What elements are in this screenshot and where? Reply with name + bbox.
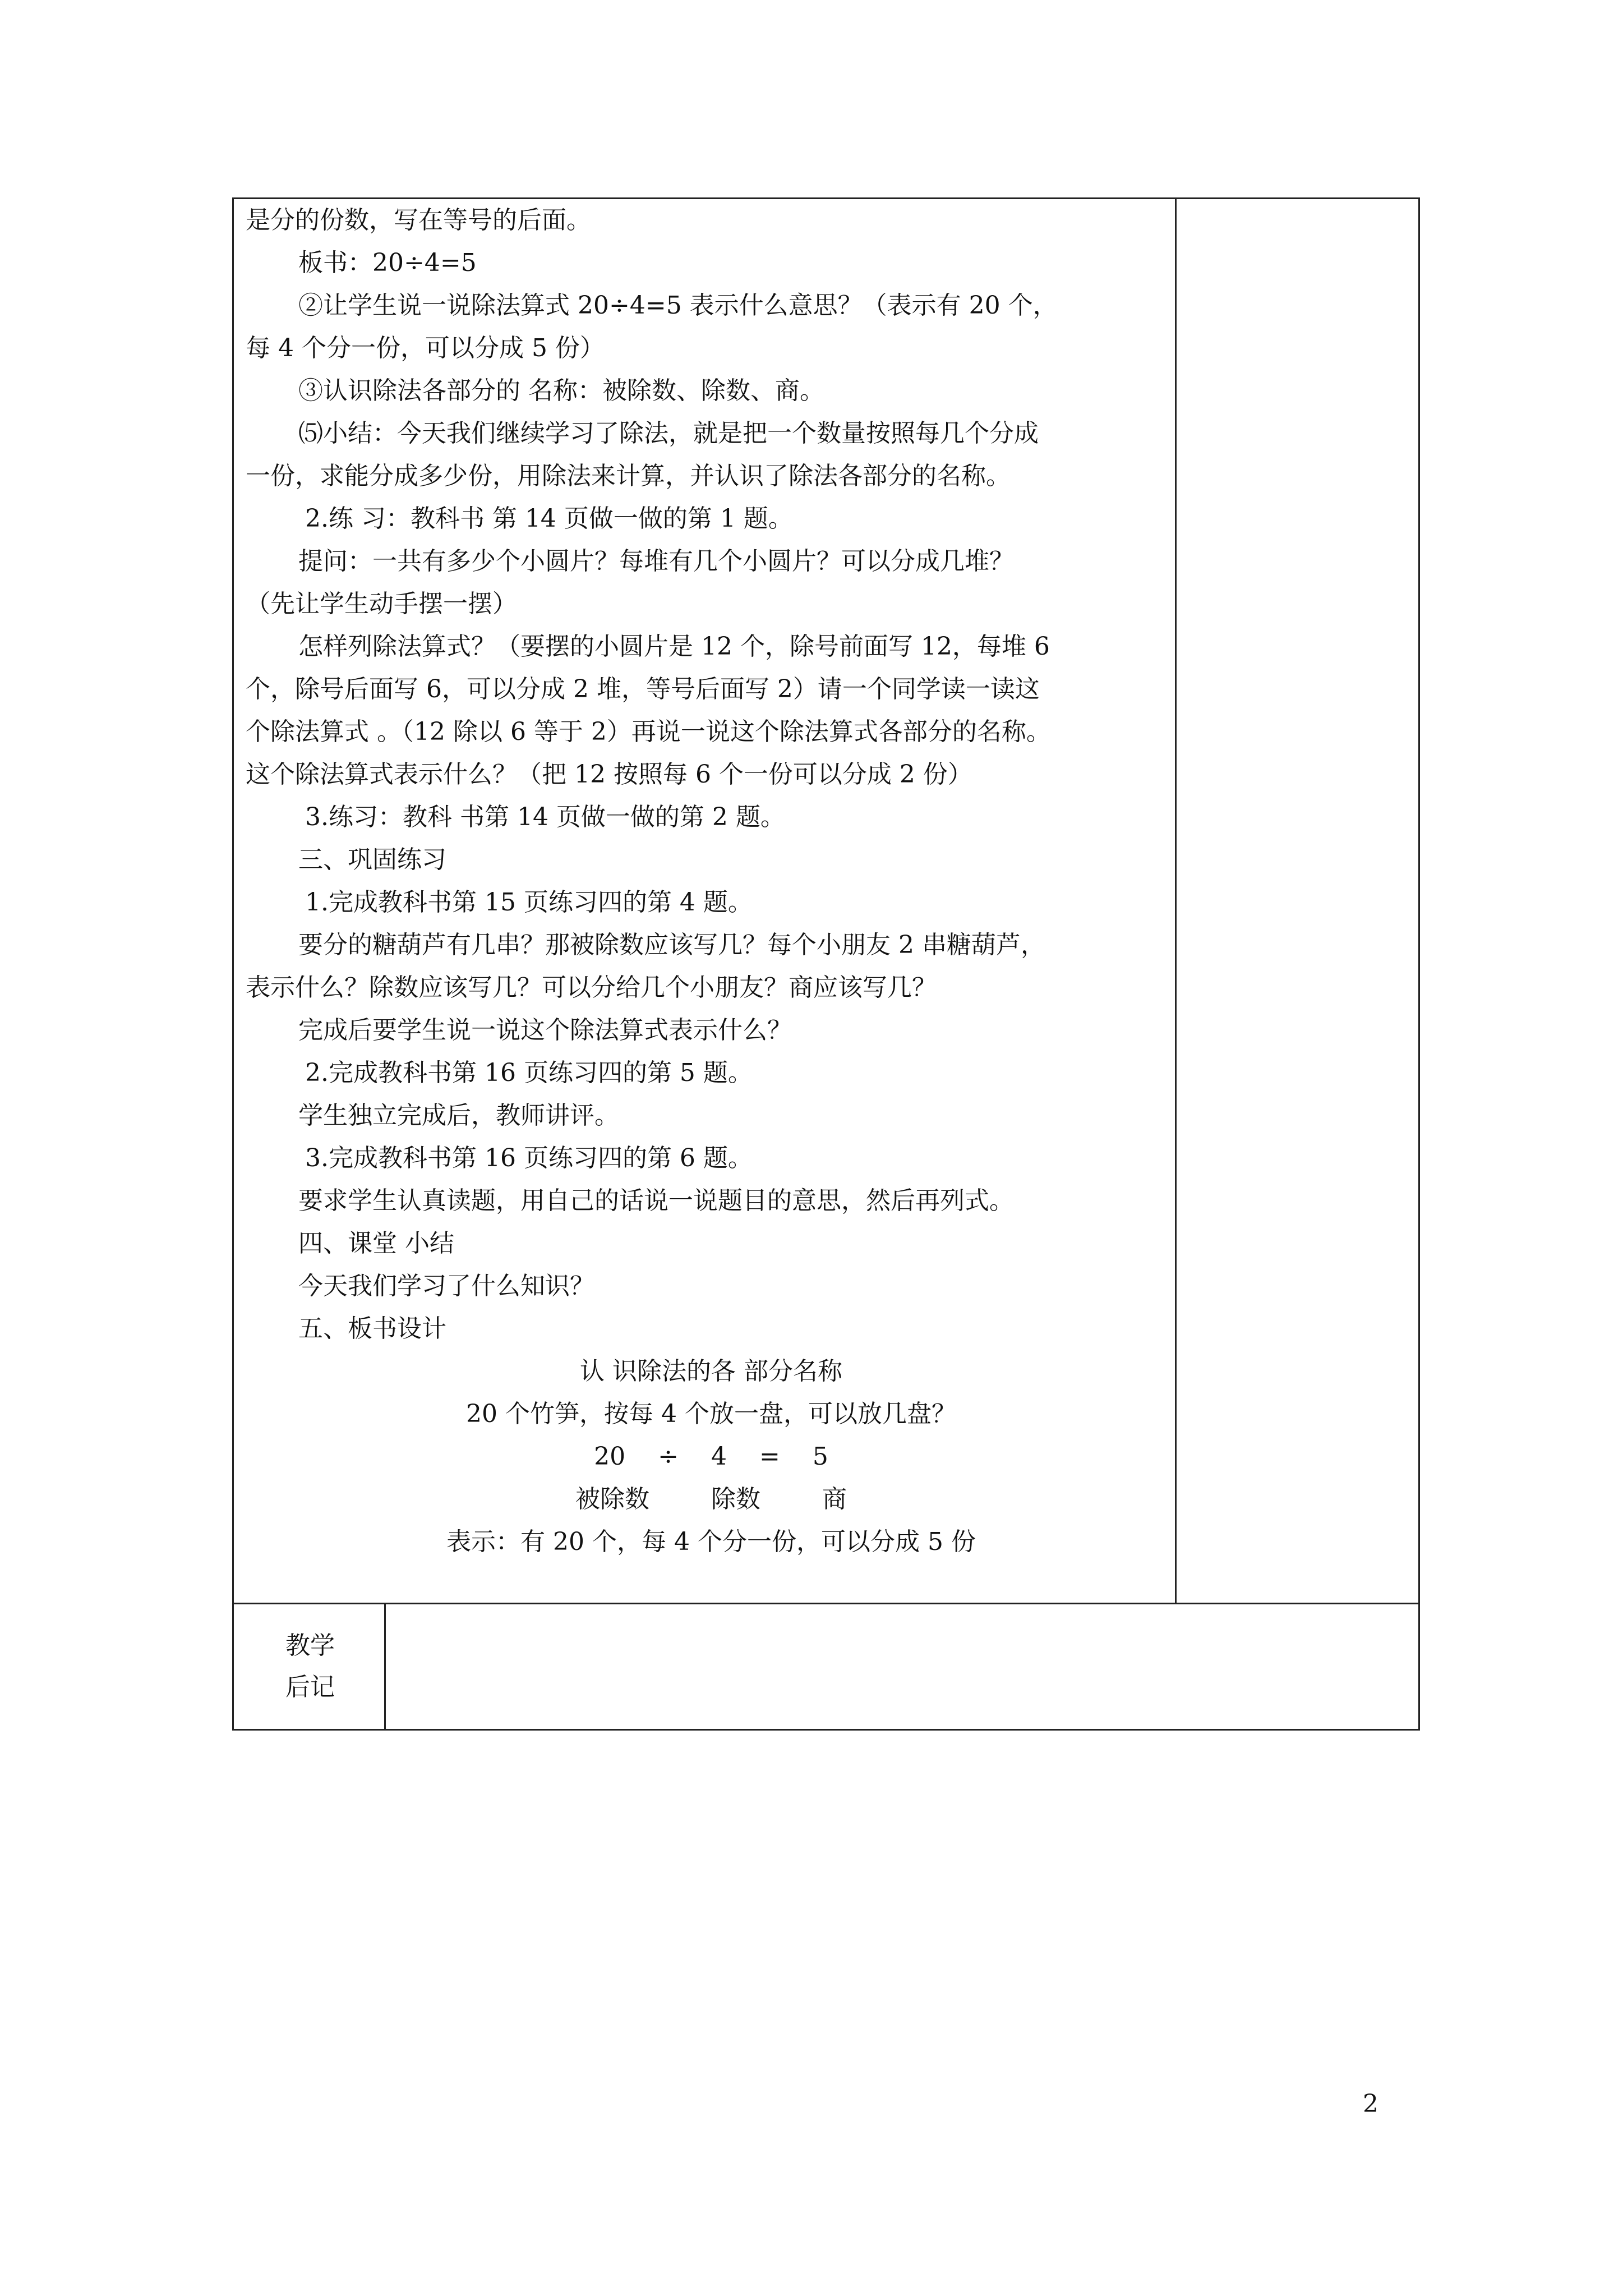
text-line: 学生独立完成后，教师讲评。 <box>298 1101 619 1130</box>
quotient: 5 <box>812 1442 828 1471</box>
board-problem: 20 个竹笋，按每 4 个放一盘，可以放几盘？ <box>466 1400 956 1428</box>
text-line: 个，除号后面写 6，可以分成 2 堆，等号后面写 2）请一个同学读一读这 <box>246 675 1040 703</box>
text-line: 1.完成教科书第 15 页练习四的第 4 题。 <box>305 888 753 917</box>
text-line: ③认识除法各部分的 名称：被除数、除数、商。 <box>298 376 824 405</box>
text-line: 完成后要学生说一说这个除法算式表示什么？ <box>298 1016 792 1045</box>
lesson-content <box>246 199 1177 1563</box>
divisor-name: 除数 <box>711 1485 760 1513</box>
text-line: 要求学生认真读题，用自己的话说一说题目的意思，然后再列式。 <box>298 1186 1014 1215</box>
text-line: 个除法算式 。（12 除以 6 等于 2）再说一说这个除法算式各部分的名称。 <box>246 717 1051 746</box>
text-line: ②让学生说一说除法算式 20÷4=5 表示什么意思？（表示有 20 个， <box>298 291 1058 320</box>
text-line: 是分的份数，写在等号的后面。 <box>246 206 591 234</box>
page-number: 2 <box>1363 2090 1378 2118</box>
section-heading: 四、课堂 小结 <box>298 1229 454 1258</box>
quotient-name: 商 <box>822 1485 847 1513</box>
division-sign: ÷ <box>658 1442 679 1471</box>
text-line: ⑸小结：今天我们继续学习了除法，就是把一个数量按照每几个分成 <box>298 419 1039 448</box>
teaching-notes-label <box>234 1625 386 1708</box>
dividend-name: 被除数 <box>575 1485 649 1513</box>
text-line: 表示什么？除数应该写几？可以分给几个小朋友？商应该写几？ <box>246 973 937 1002</box>
text-line: （先让学生动手摆一摆） <box>246 590 517 618</box>
board-meaning: 表示：有 20 个，每 4 个分一份，可以分成 5 份 <box>446 1527 976 1556</box>
text-line: 今天我们学习了什么知识？ <box>298 1272 594 1300</box>
dividend: 20 <box>594 1442 626 1471</box>
board-title: 认 识除法的各 部分名称 <box>580 1357 842 1386</box>
text-line: 3.练习：教科 书第 14 页做一做的第 2 题。 <box>305 803 785 831</box>
board-part-names <box>246 1478 1177 1521</box>
row-divider-footer <box>232 1603 1420 1604</box>
text-line: 板书：20÷4=5 <box>298 249 477 277</box>
text-line: 怎样列除法算式？（要摆的小圆片是 12 个，除号前面写 12，每堆 6 <box>298 632 1050 661</box>
text-line: 3.完成教科书第 16 页练习四的第 6 题。 <box>305 1144 753 1172</box>
text-line: 2.完成教科书第 16 页练习四的第 5 题。 <box>305 1059 753 1087</box>
board-equation <box>246 1435 1177 1478</box>
label-line: 教学 <box>285 1631 335 1660</box>
section-heading: 三、巩固练习 <box>298 845 446 874</box>
equals-sign: = <box>759 1442 780 1471</box>
text-line: 这个除法算式表示什么？（把 12 按照每 6 个一份可以分成 2 份） <box>246 760 972 789</box>
text-line: 提问：一共有多少个小圆片？每堆有几个小圆片？可以分成几堆？ <box>298 547 1014 576</box>
label-line: 后记 <box>285 1673 335 1701</box>
section-heading: 五、板书设计 <box>298 1314 446 1343</box>
text-line: 要分的糖葫芦有几串？那被除数应该写几？每个小朋友 2 串糖葫芦， <box>298 931 1045 959</box>
text-line: 2.练 习：教科书 第 14 页做一做的第 1 题。 <box>305 504 793 533</box>
text-line: 每 4 个分一份，可以分成 5 份） <box>246 334 605 362</box>
divisor: 4 <box>711 1442 727 1471</box>
text-line: 一份，求能分成多少份，用除法来计算，并认识了除法各部分的名称。 <box>246 462 1011 490</box>
